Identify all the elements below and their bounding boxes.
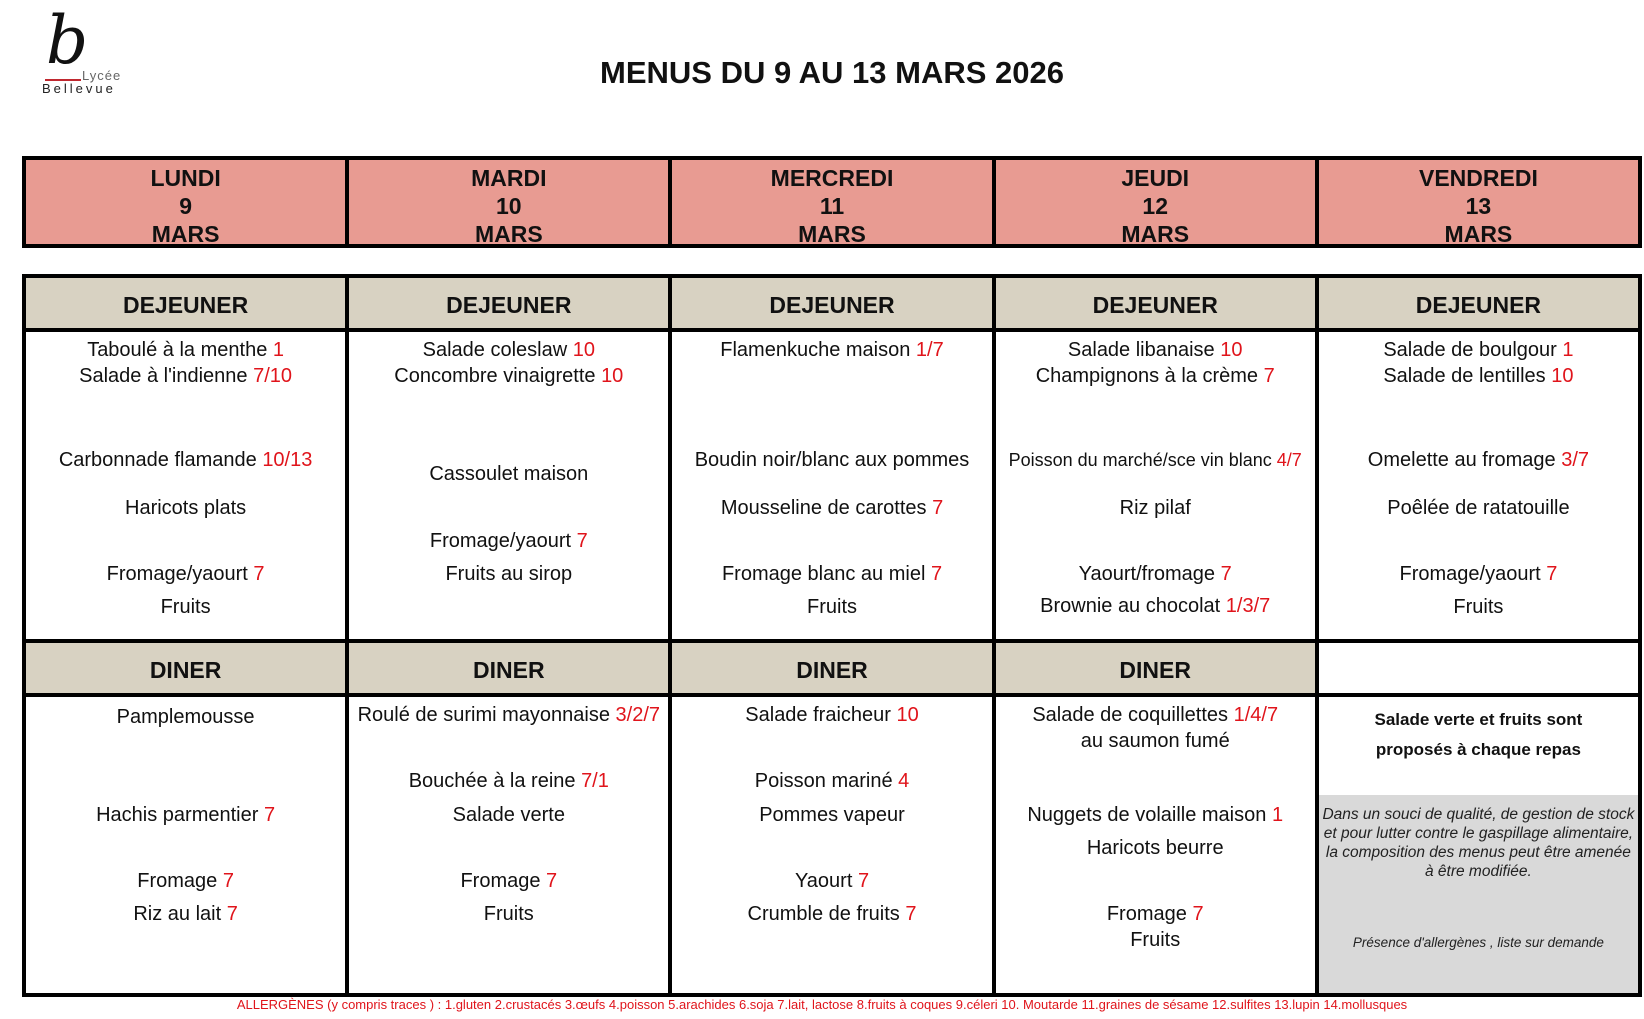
- menu-item: [672, 338, 991, 362]
- day-name: MARDI: [471, 165, 547, 191]
- dish-name: Salade fraicheur: [745, 704, 897, 726]
- menu-change-disclaimer: Dans un souci de qualité, de gestion de stock et pour lutter contre le gaspillage alimentaire, la composition des menus peut être amenée à être modifiée.: [1322, 806, 1635, 880]
- allergen-codes: 7: [576, 530, 588, 552]
- menu-item: [1319, 595, 1638, 619]
- day-number: 11: [819, 193, 845, 219]
- day-month: MARS: [151, 221, 220, 247]
- menu-item: [672, 902, 991, 926]
- menu-item: [349, 462, 668, 486]
- menu-item: [996, 703, 1315, 727]
- disclaimer-box: [1319, 795, 1638, 993]
- dish-name: Fromage/yaourt: [429, 530, 577, 552]
- lunch-header: DEJEUNER: [349, 278, 668, 332]
- menu-item: [672, 703, 991, 727]
- dish-name: Hachis parmentier: [96, 804, 264, 826]
- dish-name: Fromage/yaourt: [106, 563, 254, 585]
- dish-name: Poisson du marché/sce vin blanc: [1008, 450, 1277, 470]
- dish-name: Haricots plats: [125, 497, 247, 519]
- allergen-codes: 10: [601, 365, 624, 387]
- dish-name: Salade à l'indienne: [79, 365, 254, 387]
- dinner-menu: [349, 697, 668, 993]
- menu-item: [349, 803, 668, 827]
- allergen-codes: 10: [1220, 339, 1243, 361]
- menu-item: [996, 836, 1315, 860]
- menu-item: [996, 928, 1315, 952]
- salad-fruit-note: [1319, 705, 1638, 803]
- dish-name: Salade de coquillettes: [1032, 704, 1234, 726]
- menu-item: [672, 448, 991, 472]
- menu-item: [672, 562, 991, 586]
- meal-column: [26, 278, 349, 993]
- allergen-codes: 1/3/7: [1225, 595, 1271, 617]
- dish-name: Cassoulet maison: [429, 463, 589, 485]
- dish-name: Fruits: [160, 596, 211, 618]
- menu-item: [26, 595, 345, 619]
- dinner-header-empty: [1319, 643, 1638, 697]
- dish-name: Fruits: [1453, 596, 1504, 618]
- day-number: 10: [496, 193, 522, 219]
- allergen-codes: 10: [572, 339, 595, 361]
- menu-item: [26, 803, 345, 827]
- menu-item: [672, 595, 991, 619]
- dish-name: Fromage blanc au miel: [721, 563, 931, 585]
- logo-b-glyph: b: [46, 2, 89, 79]
- day-month: MARS: [798, 221, 866, 247]
- menu-item: [349, 769, 668, 793]
- day-number: 13: [1465, 193, 1492, 219]
- dish-name: Pommes vapeur: [759, 804, 905, 826]
- dish-name: Fromage: [460, 870, 547, 892]
- lunch-header: DEJEUNER: [996, 278, 1315, 332]
- dish-name: Yaourt/fromage: [1078, 563, 1221, 585]
- dish-name: Poisson mariné: [754, 770, 899, 792]
- allergen-codes: 1: [272, 339, 284, 361]
- menu-item: [349, 869, 668, 893]
- allergen-codes: 7: [1220, 563, 1232, 585]
- allergen-notice: Présence d'allergènes , liste sur demande: [1352, 935, 1604, 950]
- dish-name: Poêlée de ratatouille: [1387, 497, 1570, 519]
- menu-item: [996, 496, 1315, 520]
- menu-item: [996, 729, 1315, 753]
- dish-name: Crumble de fruits: [747, 903, 906, 925]
- dish-name: Riz au lait: [133, 903, 227, 925]
- menu-item: [996, 902, 1315, 926]
- dish-name: Brownie au chocolat: [1040, 595, 1226, 617]
- dish-name: Fruits: [483, 903, 534, 925]
- dish-name: Bouchée à la reine: [408, 770, 582, 792]
- day-header-tuesday: [349, 160, 672, 247]
- allergen-codes: 7: [546, 870, 558, 892]
- meal-column: [996, 278, 1319, 993]
- dish-name: Salade coleslaw: [422, 339, 573, 361]
- dish-name: Fromage: [137, 870, 223, 892]
- lunch-header: DEJEUNER: [672, 278, 991, 332]
- lunch-menu: [996, 332, 1315, 643]
- dinner-header: DINER: [349, 643, 668, 697]
- menu-item: [26, 364, 345, 388]
- dish-name: Roulé de surimi mayonnaise: [357, 704, 616, 726]
- menu-item: [672, 869, 991, 893]
- day-name: VENDREDI: [1418, 165, 1538, 191]
- menu-item: [996, 562, 1315, 586]
- meals-table: [22, 274, 1642, 997]
- dish-name: Salade verte: [452, 804, 565, 826]
- allergen-codes: 1: [1562, 339, 1574, 361]
- allergen-codes: 7: [932, 497, 944, 519]
- lunch-menu: [26, 332, 345, 643]
- allergen-codes: 1/4/7: [1233, 704, 1279, 726]
- dinner-header: DINER: [26, 643, 345, 697]
- dish-name: Omelette au fromage: [1367, 449, 1562, 471]
- day-name: JEUDI: [1121, 165, 1190, 191]
- dish-name: Champignons à la crème: [1035, 365, 1264, 387]
- allergen-codes: 7: [222, 870, 234, 892]
- allergen-codes: 7: [1192, 903, 1204, 925]
- day-header-wednesday: [672, 160, 995, 247]
- dish-name: Fromage: [1106, 903, 1193, 925]
- allergen-codes: 10: [1551, 365, 1574, 387]
- allergen-codes: 7: [930, 563, 943, 585]
- day-name: LUNDI: [150, 165, 221, 191]
- menu-item: [996, 448, 1315, 472]
- allergen-codes: 3/2/7: [615, 704, 660, 726]
- dish-name: Fruits: [1130, 929, 1181, 951]
- menu-item: [996, 594, 1315, 618]
- allergen-codes: 3/7: [1561, 449, 1590, 471]
- day-month: MARS: [1444, 221, 1513, 247]
- menu-item: [349, 703, 668, 727]
- dish-name: Haricots beurre: [1086, 837, 1224, 859]
- allergen-codes: 4/7: [1276, 450, 1302, 470]
- menu-item: [672, 803, 991, 827]
- allergen-codes: 7: [253, 563, 265, 585]
- menu-item: [1319, 496, 1638, 520]
- day-header-friday: [1319, 160, 1638, 247]
- menu-item: [349, 364, 668, 388]
- note-line-1: Salade verte et fruits sont: [1374, 710, 1583, 729]
- menu-item: [996, 803, 1315, 827]
- menu-item: [672, 769, 991, 793]
- day-name: MERCREDI: [770, 165, 894, 191]
- lunch-header: DEJEUNER: [1319, 278, 1638, 332]
- allergen-codes: 7/1: [581, 770, 609, 792]
- dish-name: Flamenkuche maison: [720, 339, 916, 361]
- dish-name: Carbonnade flamande: [58, 449, 263, 471]
- allergen-codes: 7: [1263, 365, 1275, 387]
- day-number: 9: [179, 193, 192, 219]
- menu-item: [349, 902, 668, 926]
- meal-column: [672, 278, 995, 993]
- dish-name: Fruits au sirop: [445, 563, 573, 585]
- dish-name: Concombre vinaigrette: [394, 365, 602, 387]
- meal-column: [1319, 278, 1638, 993]
- lunch-menu: [672, 332, 991, 643]
- lunch-menu: [1319, 332, 1638, 643]
- dish-name: Fromage/yaourt: [1399, 563, 1547, 585]
- dish-name: Salade de boulgour: [1383, 339, 1563, 361]
- menu-item: [1319, 338, 1638, 362]
- dinner-menu: [996, 697, 1315, 993]
- allergen-codes: 1/7: [915, 339, 944, 361]
- menu-item: [1319, 562, 1638, 586]
- allergen-codes: 7/10: [253, 365, 293, 387]
- menu-item: [996, 338, 1315, 362]
- dish-name: Salade libanaise: [1067, 339, 1221, 361]
- lunch-menu: [349, 332, 668, 643]
- friday-notes: [1319, 697, 1638, 993]
- menu-item: [1319, 364, 1638, 388]
- menu-item: [26, 562, 345, 586]
- allergen-codes: 7: [857, 870, 870, 892]
- allergen-codes: 7: [1546, 563, 1558, 585]
- menu-item: [26, 338, 345, 362]
- day-header-thursday: [996, 160, 1319, 247]
- day-header-row: [22, 156, 1642, 248]
- dish-name: Salade de lentilles: [1383, 365, 1552, 387]
- meal-column: [349, 278, 672, 993]
- logo-bellevue-text: Bellevue: [42, 81, 116, 96]
- menu-item: [349, 529, 668, 553]
- dish-name: au saumon fumé: [1080, 730, 1230, 752]
- dish-name: Boudin noir/blanc aux pommes: [694, 449, 970, 471]
- menu-item: [26, 869, 345, 893]
- allergen-codes: 7: [226, 903, 238, 925]
- note-line-2: proposés à chaque repas: [1375, 740, 1581, 759]
- dinner-menu: [672, 697, 991, 993]
- day-month: MARS: [1121, 221, 1190, 247]
- menu-item: [26, 496, 345, 520]
- dish-name: Pamplemousse: [116, 706, 255, 728]
- page-title: MENUS DU 9 AU 13 MARS 2026: [600, 55, 1064, 90]
- menu-item: [672, 496, 991, 520]
- menu-item: [26, 448, 345, 472]
- dish-name: Fruits: [807, 596, 857, 618]
- menu-item: [349, 338, 668, 362]
- allergens-legend: ALLERGÈNES (y compris traces ) : 1.gluten 2.crustacés 3.œufs 4.poisson 5.arachides 6.soja 7.lait, lactose 8.fruits à coques 9.céleri 10. Moutarde 11.graines de sésame 12.sulfites 13.lupin 14.mollusques: [236, 997, 1408, 1012]
- dish-name: Riz pilaf: [1119, 497, 1191, 519]
- allergen-codes: 1: [1271, 804, 1284, 826]
- logo-lycee-text: Lycée: [82, 68, 122, 83]
- allergen-codes: 10/13: [262, 449, 313, 471]
- dinner-header: DINER: [996, 643, 1315, 697]
- dinner-header: DINER: [672, 643, 991, 697]
- menu-item: [26, 902, 345, 926]
- menu-item: [1319, 448, 1638, 472]
- day-header-monday: [26, 160, 349, 247]
- allergen-codes: 4: [898, 770, 910, 792]
- menu-item: [996, 364, 1315, 388]
- allergen-codes: 7: [263, 804, 276, 826]
- allergen-codes: 10: [896, 704, 919, 726]
- dish-name: Nuggets de volaille maison: [1027, 804, 1272, 826]
- day-number: 12: [1142, 193, 1168, 219]
- dish-name: Yaourt: [794, 870, 858, 892]
- menu-item: [26, 705, 345, 729]
- allergen-codes: 7: [905, 903, 917, 925]
- dish-name: Taboulé à la menthe: [87, 339, 273, 361]
- lunch-header: DEJEUNER: [26, 278, 345, 332]
- menu-item: [349, 562, 668, 586]
- dinner-menu: [26, 697, 345, 993]
- dish-name: Mousseline de carottes: [720, 497, 933, 519]
- day-month: MARS: [474, 221, 543, 247]
